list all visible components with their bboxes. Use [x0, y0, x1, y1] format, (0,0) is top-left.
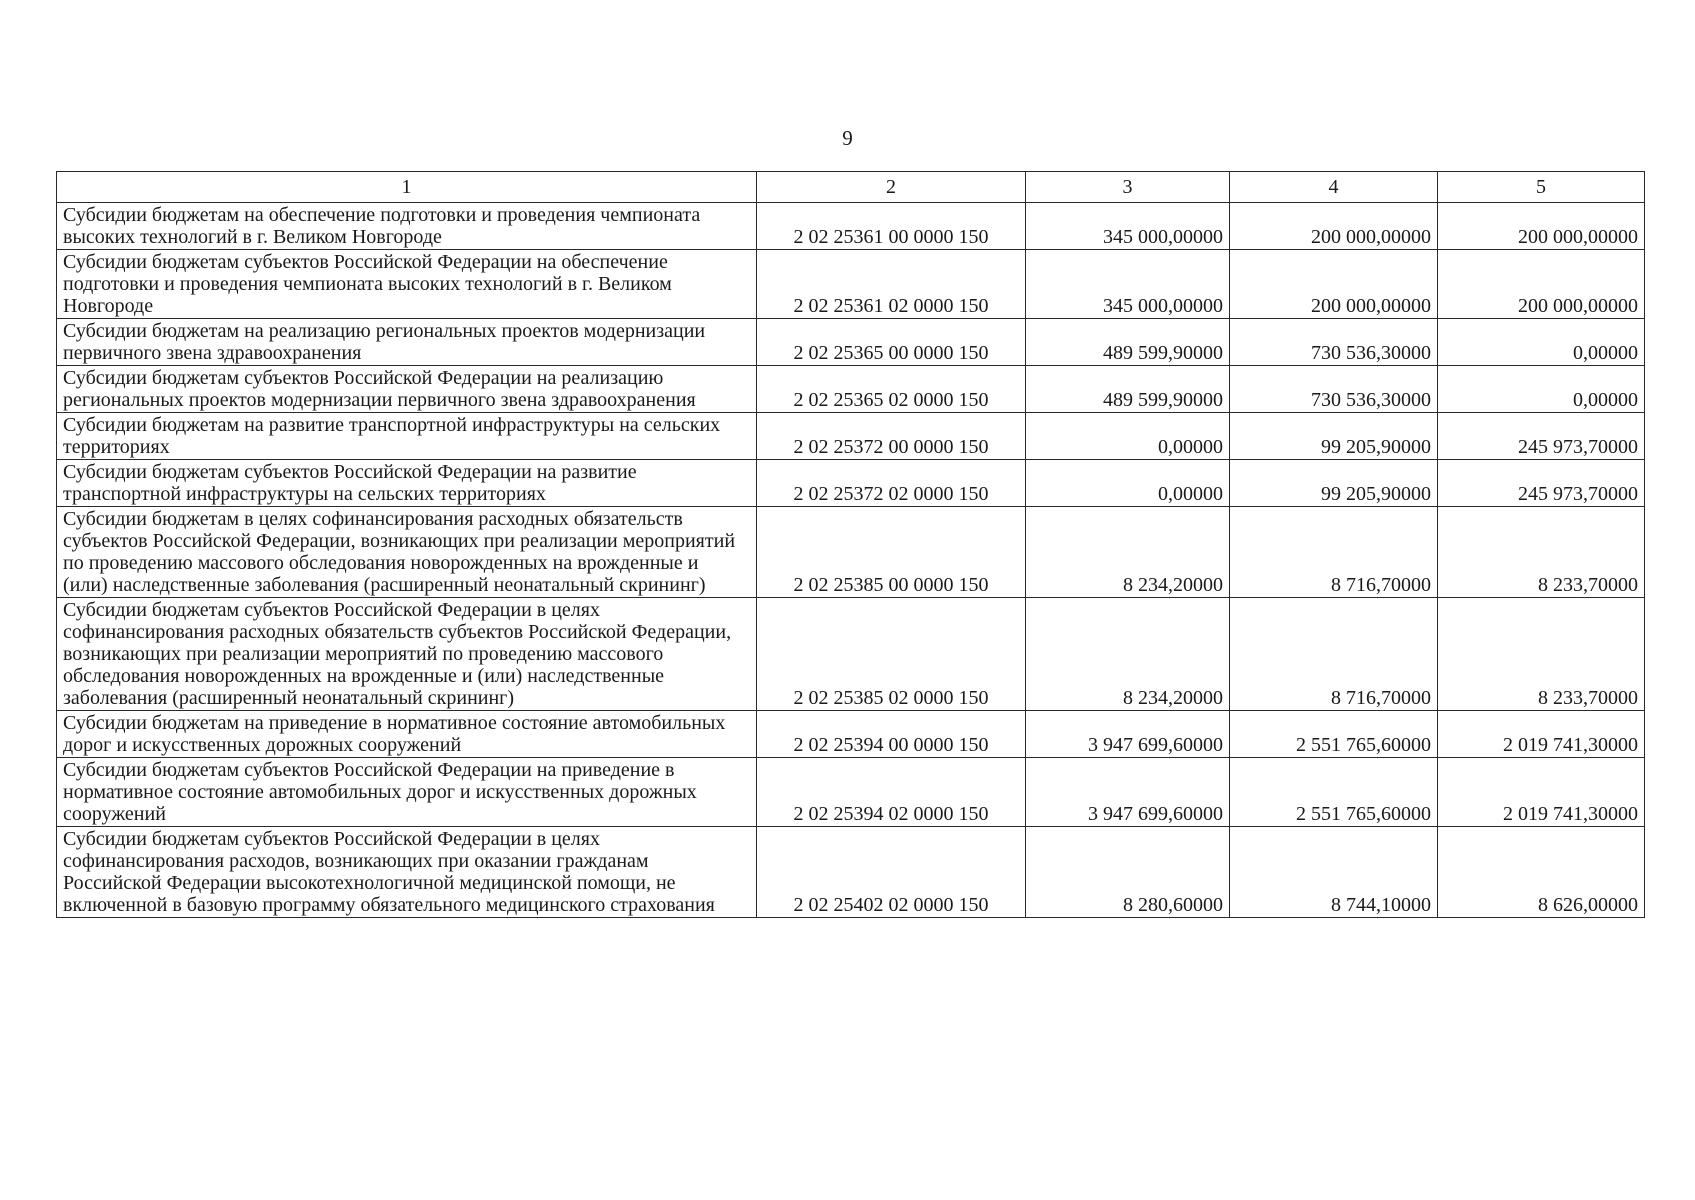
header-row: [57, 172, 1645, 203]
amount-col4-cell: 730 536,30000: [1230, 319, 1438, 366]
revenue-name-cell: Субсидии бюджетам на приведение в нормативное состояние автомобильных дорог и искусственных дорожных сооружений: [57, 711, 757, 758]
revenue-name-cell: Субсидии бюджетам в целях софинансирования расходных обязательств субъектов Российской Федерации, возникающих при реализации мероприятий по проведению массового обследования новорожденных на врожденные и (или) наследственные заболевания (расширенный неонатальный скрининг): [57, 507, 757, 598]
amount-col4-cell: 200 000,00000: [1230, 250, 1438, 319]
table-row: [57, 250, 1645, 319]
revenue-name-cell: Субсидии бюджетам субъектов Российской Федерации в целях софинансирования расходных обязательств субъектов Российской Федерации, возникающих при реализации мероприятий по проведению массового обследования новорожденных на врожденные и (или) наследственные заболевания (расширенный неонатальный скрининг): [57, 598, 757, 711]
amount-col5-cell: 200 000,00000: [1438, 203, 1645, 250]
budget-table: [56, 171, 1645, 918]
table-row: [57, 827, 1645, 918]
amount-col4-cell: 8 744,10000: [1230, 827, 1438, 918]
table-row: [57, 758, 1645, 827]
amount-col3-cell: 0,00000: [1026, 413, 1230, 460]
revenue-name-cell: Субсидии бюджетам субъектов Российской Федерации на реализацию региональных проектов модернизации первичного звена здравоохранения: [57, 366, 757, 413]
amount-col3-cell: 345 000,00000: [1026, 250, 1230, 319]
revenue-code-cell: 2 02 25385 02 0000 150: [757, 598, 1026, 711]
column-header-1: 1: [57, 172, 757, 203]
amount-col5-cell: 200 000,00000: [1438, 250, 1645, 319]
revenue-code-cell: 2 02 25361 02 0000 150: [757, 250, 1026, 319]
revenue-name-cell: Субсидии бюджетам на обеспечение подготовки и проведения чемпионата высоких технологий в г. Великом Новгороде: [57, 203, 757, 250]
amount-col4-cell: 2 551 765,60000: [1230, 758, 1438, 827]
amount-col5-cell: 8 233,70000: [1438, 598, 1645, 711]
table-row: [57, 598, 1645, 711]
revenue-code-cell: 2 02 25402 02 0000 150: [757, 827, 1026, 918]
table-row: [57, 319, 1645, 366]
amount-col3-cell: 345 000,00000: [1026, 203, 1230, 250]
revenue-code-cell: 2 02 25394 02 0000 150: [757, 758, 1026, 827]
amount-col3-cell: 3 947 699,60000: [1026, 711, 1230, 758]
table-row: [57, 507, 1645, 598]
amount-col5-cell: 2 019 741,30000: [1438, 758, 1645, 827]
amount-col5-cell: 2 019 741,30000: [1438, 711, 1645, 758]
amount-col5-cell: 8 233,70000: [1438, 507, 1645, 598]
revenue-code-cell: 2 02 25365 00 0000 150: [757, 319, 1026, 366]
amount-col4-cell: 99 205,90000: [1230, 460, 1438, 507]
revenue-name-cell: Субсидии бюджетам на реализацию региональных проектов модернизации первичного звена здравоохранения: [57, 319, 757, 366]
amount-col3-cell: 8 234,20000: [1026, 598, 1230, 711]
amount-col5-cell: 8 626,00000: [1438, 827, 1645, 918]
amount-col3-cell: 489 599,90000: [1026, 366, 1230, 413]
amount-col4-cell: 730 536,30000: [1230, 366, 1438, 413]
revenue-code-cell: 2 02 25372 02 0000 150: [757, 460, 1026, 507]
page-number: 9: [842, 126, 853, 150]
amount-col3-cell: 8 280,60000: [1026, 827, 1230, 918]
table-row: [57, 460, 1645, 507]
revenue-name-cell: Субсидии бюджетам субъектов Российской Федерации на обеспечение подготовки и проведения чемпионата высоких технологий в г. Великом Новгороде: [57, 250, 757, 319]
revenue-code-cell: 2 02 25361 00 0000 150: [757, 203, 1026, 250]
amount-col3-cell: 3 947 699,60000: [1026, 758, 1230, 827]
amount-col5-cell: 245 973,70000: [1438, 460, 1645, 507]
amount-col3-cell: 489 599,90000: [1026, 319, 1230, 366]
revenue-name-cell: Субсидии бюджетам субъектов Российской Федерации на развитие транспортной инфраструктуры на сельских территориях: [57, 460, 757, 507]
table-row: [57, 711, 1645, 758]
column-header-4: 4: [1230, 172, 1438, 203]
amount-col3-cell: 8 234,20000: [1026, 507, 1230, 598]
amount-col4-cell: 8 716,70000: [1230, 598, 1438, 711]
revenue-code-cell: 2 02 25365 02 0000 150: [757, 366, 1026, 413]
revenue-code-cell: 2 02 25372 00 0000 150: [757, 413, 1026, 460]
column-header-2: 2: [757, 172, 1026, 203]
table-row: [57, 366, 1645, 413]
table-row: [57, 413, 1645, 460]
amount-col5-cell: 0,00000: [1438, 319, 1645, 366]
column-header-3: 3: [1026, 172, 1230, 203]
revenue-code-cell: 2 02 25385 00 0000 150: [757, 507, 1026, 598]
amount-col4-cell: 99 205,90000: [1230, 413, 1438, 460]
column-header-5: 5: [1438, 172, 1645, 203]
revenue-code-cell: 2 02 25394 00 0000 150: [757, 711, 1026, 758]
revenue-name-cell: Субсидии бюджетам субъектов Российской Федерации на приведение в нормативное состояние автомобильных дорог и искусственных дорожных сооружений: [57, 758, 757, 827]
table-row: [57, 203, 1645, 250]
amount-col4-cell: 2 551 765,60000: [1230, 711, 1438, 758]
revenue-name-cell: Субсидии бюджетам на развитие транспортной инфраструктуры на сельских территориях: [57, 413, 757, 460]
amount-col4-cell: 200 000,00000: [1230, 203, 1438, 250]
amount-col5-cell: 0,00000: [1438, 366, 1645, 413]
amount-col4-cell: 8 716,70000: [1230, 507, 1438, 598]
amount-col3-cell: 0,00000: [1026, 460, 1230, 507]
revenue-name-cell: Субсидии бюджетам субъектов Российской Федерации в целях софинансирования расходов, возникающих при оказании гражданам Российской Федерации высокотехнологичной медицинской помощи, не включенной в базовую программу обязательного медицинского страхования: [57, 827, 757, 918]
amount-col5-cell: 245 973,70000: [1438, 413, 1645, 460]
